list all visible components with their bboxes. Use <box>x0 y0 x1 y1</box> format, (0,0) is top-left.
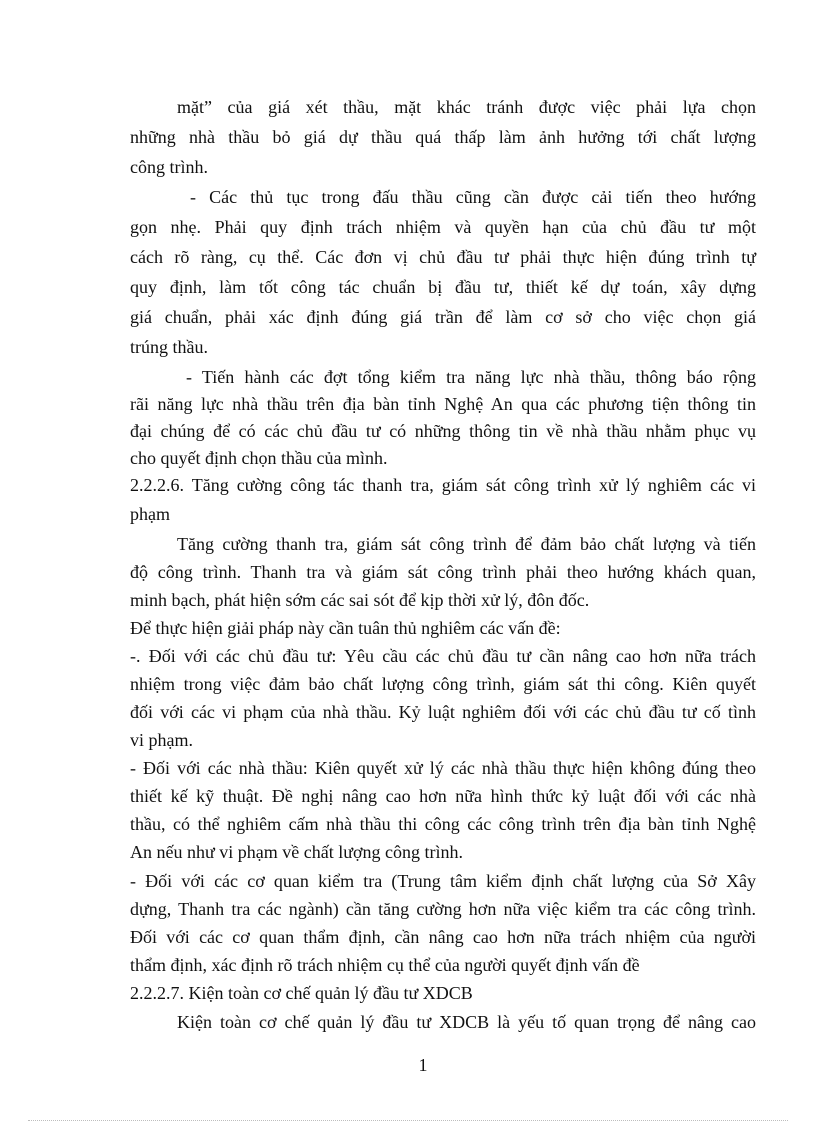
section-heading: 2.2.2.7. Kiện toàn cơ chế quản lý đầu tư XDCB <box>130 983 473 1003</box>
text-line: Để thực hiện giải pháp này cần tuân thủ nghiêm các vấn đề: <box>130 618 561 638</box>
text-line: trúng thầu. <box>130 337 208 357</box>
text-line: Kiện toàn cơ chế quản lý đầu tư XDCB là yếu tố quan trọng để nâng cao <box>177 1012 756 1032</box>
text-line: - Tiến hành các đợt tổng kiểm tra năng lực nhà thầu, thông báo rộng <box>186 367 756 387</box>
section-heading: phạm <box>130 504 170 524</box>
text-line: rãi năng lực nhà thầu trên địa bàn tỉnh Nghệ An qua các phương tiện thông tin <box>130 394 756 414</box>
text-line: gọn nhẹ. Phải quy định trách nhiệm và quyền hạn của chủ đầu tư một <box>130 217 756 237</box>
text-line: Đối với các cơ quan thẩm định, cần nâng cao hơn nữa trách nhiệm của người <box>130 927 756 947</box>
text-line: đại chúng để có các chủ đầu tư có những thông tin về nhà thầu nhằm phục vụ <box>130 421 756 441</box>
text-line: - Đối với các nhà thầu: Kiên quyết xử lý các nhà thầu thực hiện không đúng theo <box>130 758 756 778</box>
text-line: đối với các vi phạm của nhà thầu. Kỷ luật nghiêm đối với các chủ đầu tư cố tình <box>130 702 756 722</box>
page-number: 1 <box>418 1055 428 1075</box>
text-line: - Đối với các cơ quan kiểm tra (Trung tâm kiểm định chất lượng của Sở Xây <box>130 871 756 891</box>
text-line: quy định, làm tốt công tác chuẩn bị đầu tư, thiết kế dự toán, xây dựng <box>130 277 756 297</box>
text-line: vi phạm. <box>130 730 193 750</box>
text-line: -. Đối với các chủ đầu tư: Yêu cầu các chủ đầu tư cần nâng cao hơn nữa trách <box>130 646 756 666</box>
text-line: mặt” của giá xét thầu, mặt khác tránh được việc phải lựa chọn <box>177 97 756 117</box>
text-line: minh bạch, phát hiện sớm các sai sót để kịp thời xử lý, đôn đốc. <box>130 590 590 610</box>
section-heading: 2.2.2.6. Tăng cường công tác thanh tra, giám sát công trình xử lý nghiêm các vi <box>130 475 756 495</box>
text-line: thiết kế kỹ thuật. Đề nghị nâng cao hơn nữa hình thức kỷ luật đối với các nhà <box>130 786 756 806</box>
text-line: công trình. <box>130 157 208 177</box>
page-bottom-divider <box>28 1120 788 1121</box>
text-line: Tăng cường thanh tra, giám sát công trình để đảm bảo chất lượng và tiến <box>177 534 756 554</box>
text-line: thẩm định, xác định rõ trách nhiệm cụ thể của người quyết định vấn đề <box>130 955 640 975</box>
text-line: cho quyết định chọn thầu của mình. <box>130 448 388 468</box>
text-line: - Các thủ tục trong đấu thầu cũng cần được cải tiến theo hướng <box>190 187 756 207</box>
text-line: cách rõ ràng, cụ thể. Các đơn vị chủ đầu tư phải thực hiện đúng trình tự <box>130 247 756 267</box>
text-line: độ công trình. Thanh tra và giám sát công trình phải theo hướng khách quan, <box>130 562 756 582</box>
text-line: giá chuẩn, phải xác định đúng giá trần để làm cơ sở cho việc chọn giá <box>130 307 756 327</box>
text-line: An nếu như vi phạm về chất lượng công trình. <box>130 842 463 862</box>
text-line: những nhà thầu bỏ giá dự thầu quá thấp làm ảnh hưởng tới chất lượng <box>130 127 756 147</box>
text-line: nhiệm trong việc đảm bảo chất lượng công trình, giám sát thi công. Kiên quyết <box>130 674 756 694</box>
text-line: dựng, Thanh tra các ngành) cần tăng cường hơn nữa việc kiểm tra các công trình. <box>130 899 756 919</box>
text-line: thầu, có thể nghiêm cấm nhà thầu thi công các công trình trên địa bàn tỉnh Nghệ <box>130 814 756 834</box>
